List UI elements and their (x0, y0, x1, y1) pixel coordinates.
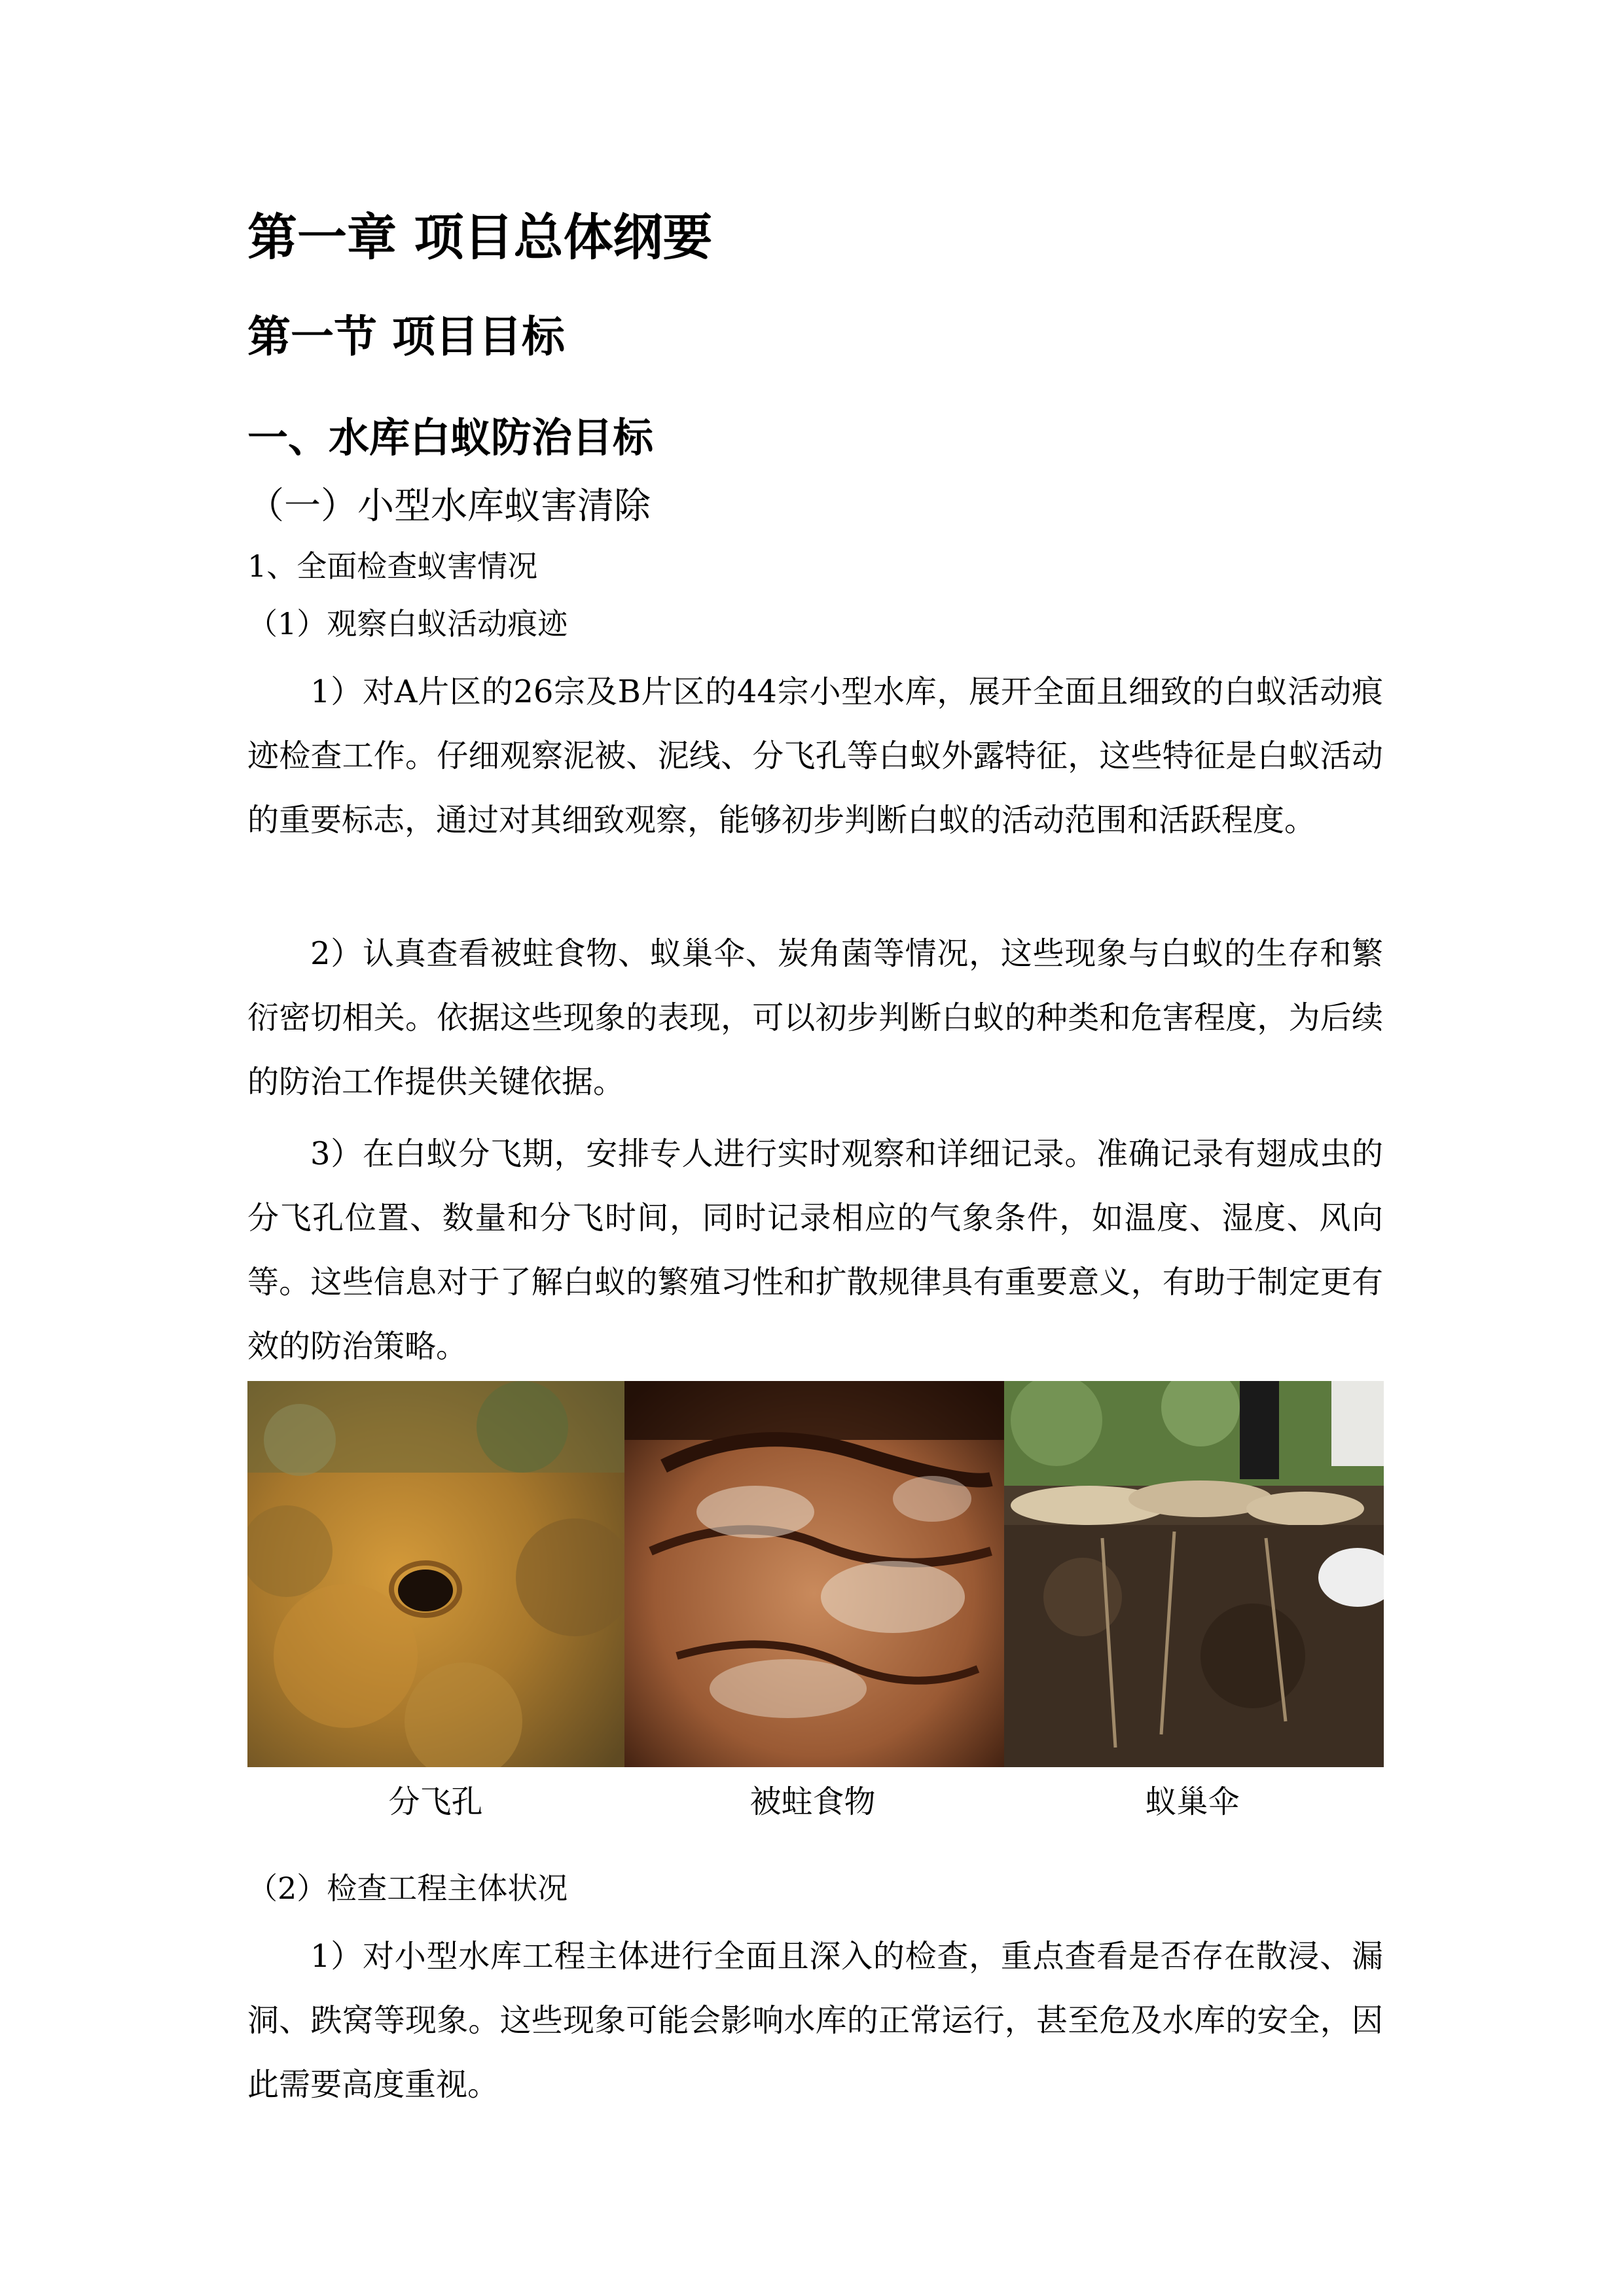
caption-swarming-hole: 分飞孔 (388, 1784, 483, 1820)
photo-damaged-material (624, 1381, 1004, 1767)
paragraph-observe-1: 1）对A片区的26宗及B片区的44宗小型水库，展开全面且细致的白蚁活动痕迹检查工作。仔细观察泥被、泥线、分飞孔等白蚁外露特征，这些特征是白蚁活动的重要标志，通过对其细致观察，能够初步判断白蚁的活动范围和活跃程度。 (247, 673, 1383, 838)
heading-objective: 一、水库白蚁防治目标 (247, 414, 654, 461)
heading-inspect-structure: （2）检查工程主体状况 (247, 1871, 568, 1906)
heading-small-reservoir: （一）小型水库蚁害清除 (247, 485, 651, 528)
paragraph-inspect-1: 1）对小型水库工程主体进行全面且深入的检查，重点查看是否存在散浸、漏洞、跌窝等现象。这些现象可能会影响水库的正常运行，甚至危及水库的安全，因此需要高度重视。 (247, 1938, 1383, 2103)
heading-observe-traces: （1）观察白蚁活动痕迹 (247, 606, 568, 641)
section-title: 第一节 项目目标 (247, 312, 565, 362)
photo-swarming-hole (247, 1381, 624, 1767)
caption-damaged-material: 被蛀食物 (749, 1784, 876, 1820)
paragraph-observe-2: 2）认真查看被蛀食物、蚁巢伞、炭角菌等情况，这些现象与白蚁的生存和繁衍密切相关。依据这些现象的表现，可以初步判断白蚁的种类和危害程度，为后续的防治工作提供关键依据。 (247, 935, 1383, 1100)
paragraph-observe-3: 3）在白蚁分飞期，安排专人进行实时观察和详细记录。准确记录有翅成虫的分飞孔位置、数量和分飞时间，同时记录相应的气象条件，如温度、湿度、风向等。这些信息对于了解白蚁的繁殖习性和扩散规律具有重要意义，有助于制定更有效的防治策略。 (247, 1136, 1383, 1365)
photo-termite-mushroom (1004, 1381, 1384, 1767)
heading-inspection: 1、全面检查蚁害情况 (247, 548, 538, 584)
chapter-title: 第一章 项目总体纲要 (247, 208, 713, 266)
caption-termite-mushroom: 蚁巢伞 (1145, 1784, 1240, 1820)
